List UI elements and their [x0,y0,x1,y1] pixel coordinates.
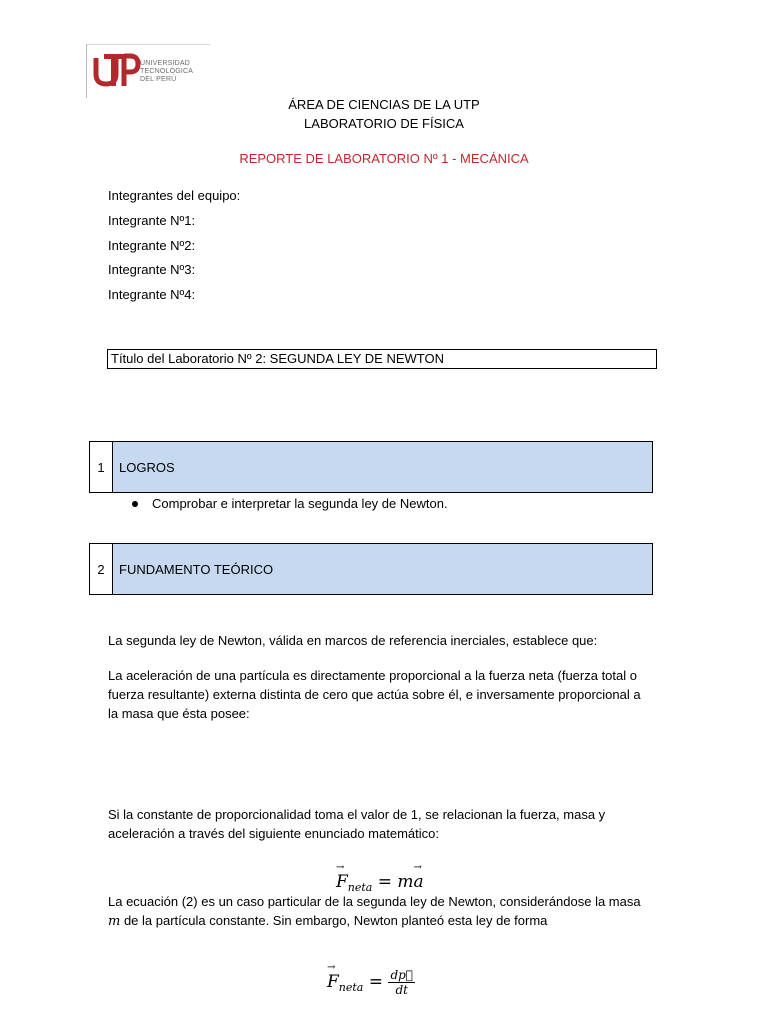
logo-text-line: UNIVERSIDAD [140,60,191,67]
logros-list-item [132,496,448,511]
paragraph: La aceleración de una partícula es directamente proporcional a la fuerza neta (fuerza total o fuerza resultante) externa distinta de cero que actúa sobre él, e inversamente proporcional a la masa que ésta posee: [108,668,641,721]
section-header-logros [89,441,653,493]
fraction [388,968,415,997]
force-symbol: → F [327,972,339,992]
logo-text-line: DEL PERÚ [140,76,177,83]
paragraph: La segunda ley de Newton, válida en marcos de referencia inerciales, establece que: [108,633,598,648]
team-member: Integrante Nº1: [108,213,196,228]
paragraph [108,892,653,931]
fraction-numerator: dp⃗ [390,968,414,982]
force-symbol: → F [336,872,348,892]
formula-newton-second-law [336,872,424,894]
logo-left-rule [86,44,87,98]
team-member: Integrante Nº4: [108,287,196,302]
logo-text-line: TECNOLÓGICA [140,68,194,75]
formula-equals: = [363,972,389,992]
lab-title-box: Título del Laboratorio Nº 2: SEGUNDA LEY DE NEWTON [107,349,657,369]
section-number: 1 [90,442,113,492]
section-header-fundamento [89,543,653,595]
area-heading: ÁREA DE CIENCIAS DE LA UTP [288,97,480,112]
lab-heading: LABORATORIO DE FÍSICA [304,116,464,131]
subscript: neta [338,981,364,994]
formula-momentum-derivative [327,968,415,997]
bullet-icon [132,501,138,507]
team-member: Integrante Nº3: [108,262,196,277]
paragraph-text: de la partícula constante. Sin embargo, Newton planteó esta ley de forma [120,913,548,928]
section-label: FUNDAMENTO TEÓRICO [119,561,274,577]
section-label: LOGROS [119,459,175,475]
logros-text: Comprobar e interpretar la segunda ley de Newton. [152,496,448,511]
mass-variable: m [108,914,121,929]
section-number: 2 [90,544,113,594]
report-title: REPORTE DE LABORATORIO Nº 1 - MECÁNICA [239,151,529,166]
logo-wordmark [140,60,210,84]
utp-logo-mark-icon [90,44,142,98]
subscript: neta [347,881,373,894]
team-member: Integrante Nº2: [108,238,196,253]
acceleration-symbol: → a [414,872,424,892]
utp-logo [86,44,210,98]
paragraph-text: La ecuación (2) es un caso particular de la segunda ley de Newton, considerándose la masa [108,894,641,909]
formula-equals: = m [372,872,414,892]
fraction-denominator: dt [395,983,408,997]
paragraph: Si la constante de proporcionalidad toma el valor de 1, se relacionan la fuerza, masa y aceleración a través del siguiente enunciado matemático: [108,807,606,841]
team-heading: Integrantes del equipo: [108,188,241,203]
